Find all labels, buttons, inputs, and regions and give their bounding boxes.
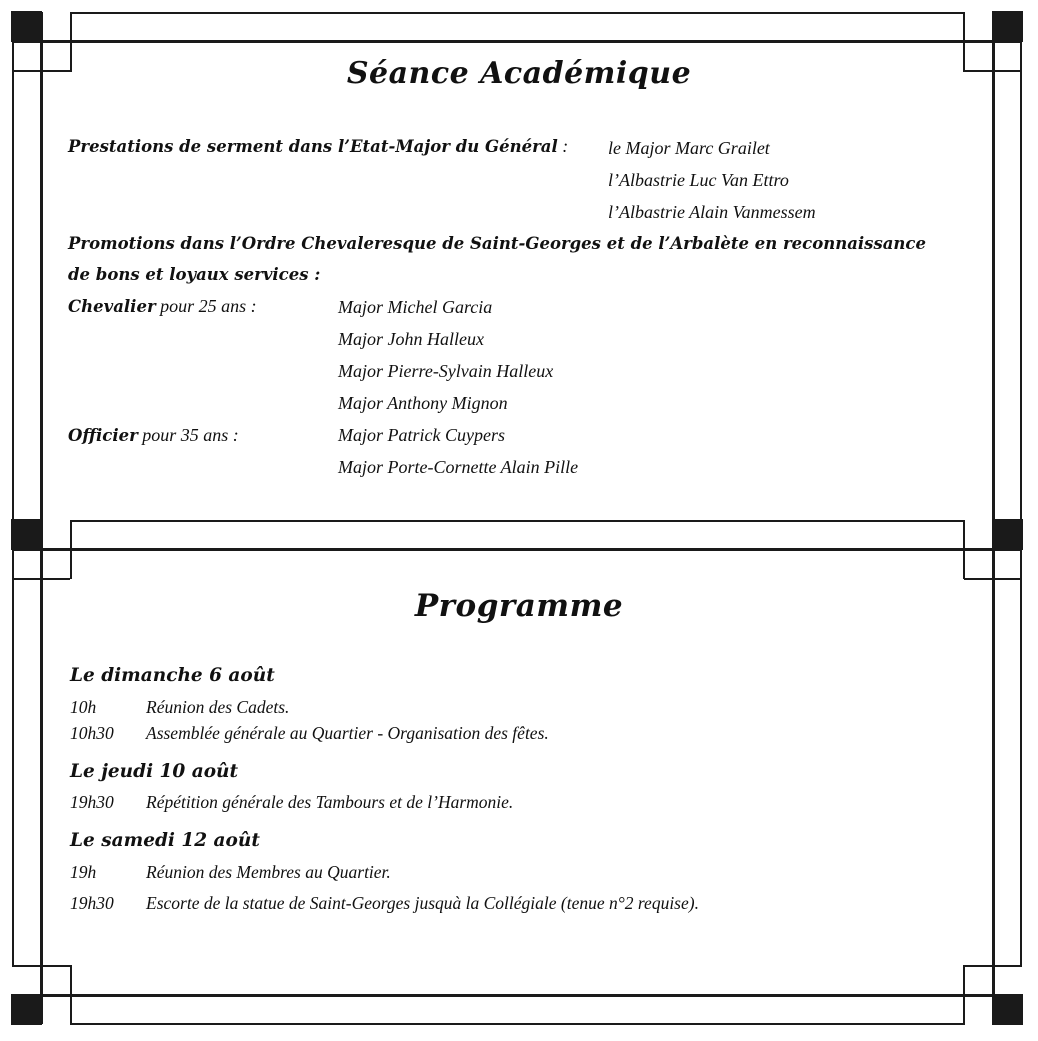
day-heading: Le dimanche 6 août <box>70 665 275 686</box>
frame-line <box>12 994 1022 997</box>
schedule-text: Réunion des Cadets. <box>146 697 290 717</box>
frame-line <box>963 965 965 1025</box>
frame-line <box>40 12 43 1024</box>
corner-square <box>992 11 1023 42</box>
frame-line <box>992 12 995 1024</box>
corner-square <box>11 994 42 1025</box>
prestations-colon: : <box>557 136 569 156</box>
frame-line <box>70 1023 964 1025</box>
prestation-name: le Major Marc Grailet <box>608 138 770 158</box>
frame-line <box>12 578 70 580</box>
schedule-time: 19h30 <box>70 792 114 812</box>
frame-line <box>963 520 965 579</box>
chevalier-name: Major Anthony Mignon <box>338 393 508 413</box>
schedule-time: 19h30 <box>70 893 114 913</box>
frame-line <box>964 578 1022 580</box>
corner-square <box>11 11 42 42</box>
frame-line <box>70 12 964 14</box>
prestation-name: l’Albastrie Luc Van Ettro <box>608 170 789 190</box>
officier-label <box>68 425 239 446</box>
programme-title: Programme <box>414 588 624 624</box>
schedule-text: Réunion des Membres au Quartier. <box>146 862 391 882</box>
prestations-label-text: Prestations de serment dans l’Etat-Major du Général <box>68 137 558 156</box>
chevalier-label <box>68 296 257 317</box>
officier-name: Major Porte-Cornette Alain Pille <box>338 457 579 477</box>
chevalier-name: Major Michel Garcia <box>338 297 493 317</box>
schedule-time: 10h30 <box>70 723 114 743</box>
corner-square <box>11 519 42 550</box>
promotions-line: de bons et loyaux services : <box>68 265 321 284</box>
frame-line <box>70 520 964 522</box>
frame-line <box>12 40 1022 43</box>
chevalier-name: Major Pierre-Sylvain Halleux <box>338 361 554 381</box>
schedule-time: 10h <box>70 697 97 717</box>
seance-title: Séance Académique <box>346 56 692 91</box>
frame-line <box>1020 40 1022 966</box>
day-heading: Le jeudi 10 août <box>70 761 239 782</box>
officier-detail: pour 35 ans : <box>137 425 239 445</box>
chevalier-rank: Chevalier <box>68 297 156 316</box>
corner-square <box>992 519 1023 550</box>
frame-line <box>964 965 1022 967</box>
prestations-label <box>68 136 568 157</box>
schedule-time: 19h <box>70 862 97 882</box>
prestation-name: l’Albastrie Alain Vanmessem <box>608 202 816 222</box>
chevalier-name: Major John Halleux <box>338 329 484 349</box>
chevalier-detail: pour 25 ans : <box>155 296 257 316</box>
schedule-text: Répétition générale des Tambours et de l’Harmonie. <box>146 792 514 812</box>
promotions-line: Promotions dans l’Ordre Chevaleresque de Saint-Georges et de l’Arbalète en reconnaissance <box>68 234 926 253</box>
schedule-text: Assemblée générale au Quartier - Organisation des fêtes. <box>146 723 549 743</box>
frame-line <box>12 965 70 967</box>
officier-rank: Officier <box>68 426 138 445</box>
frame-line <box>70 520 72 579</box>
corner-square <box>992 994 1023 1025</box>
day-heading: Le samedi 12 août <box>70 830 260 851</box>
frame-line <box>70 965 72 1025</box>
schedule-text: Escorte de la statue de Saint-Georges jusquà la Collégiale (tenue n°2 requise). <box>146 893 699 913</box>
frame-line <box>12 40 14 966</box>
frame-line <box>12 548 1022 551</box>
officier-name: Major Patrick Cuypers <box>338 425 505 445</box>
